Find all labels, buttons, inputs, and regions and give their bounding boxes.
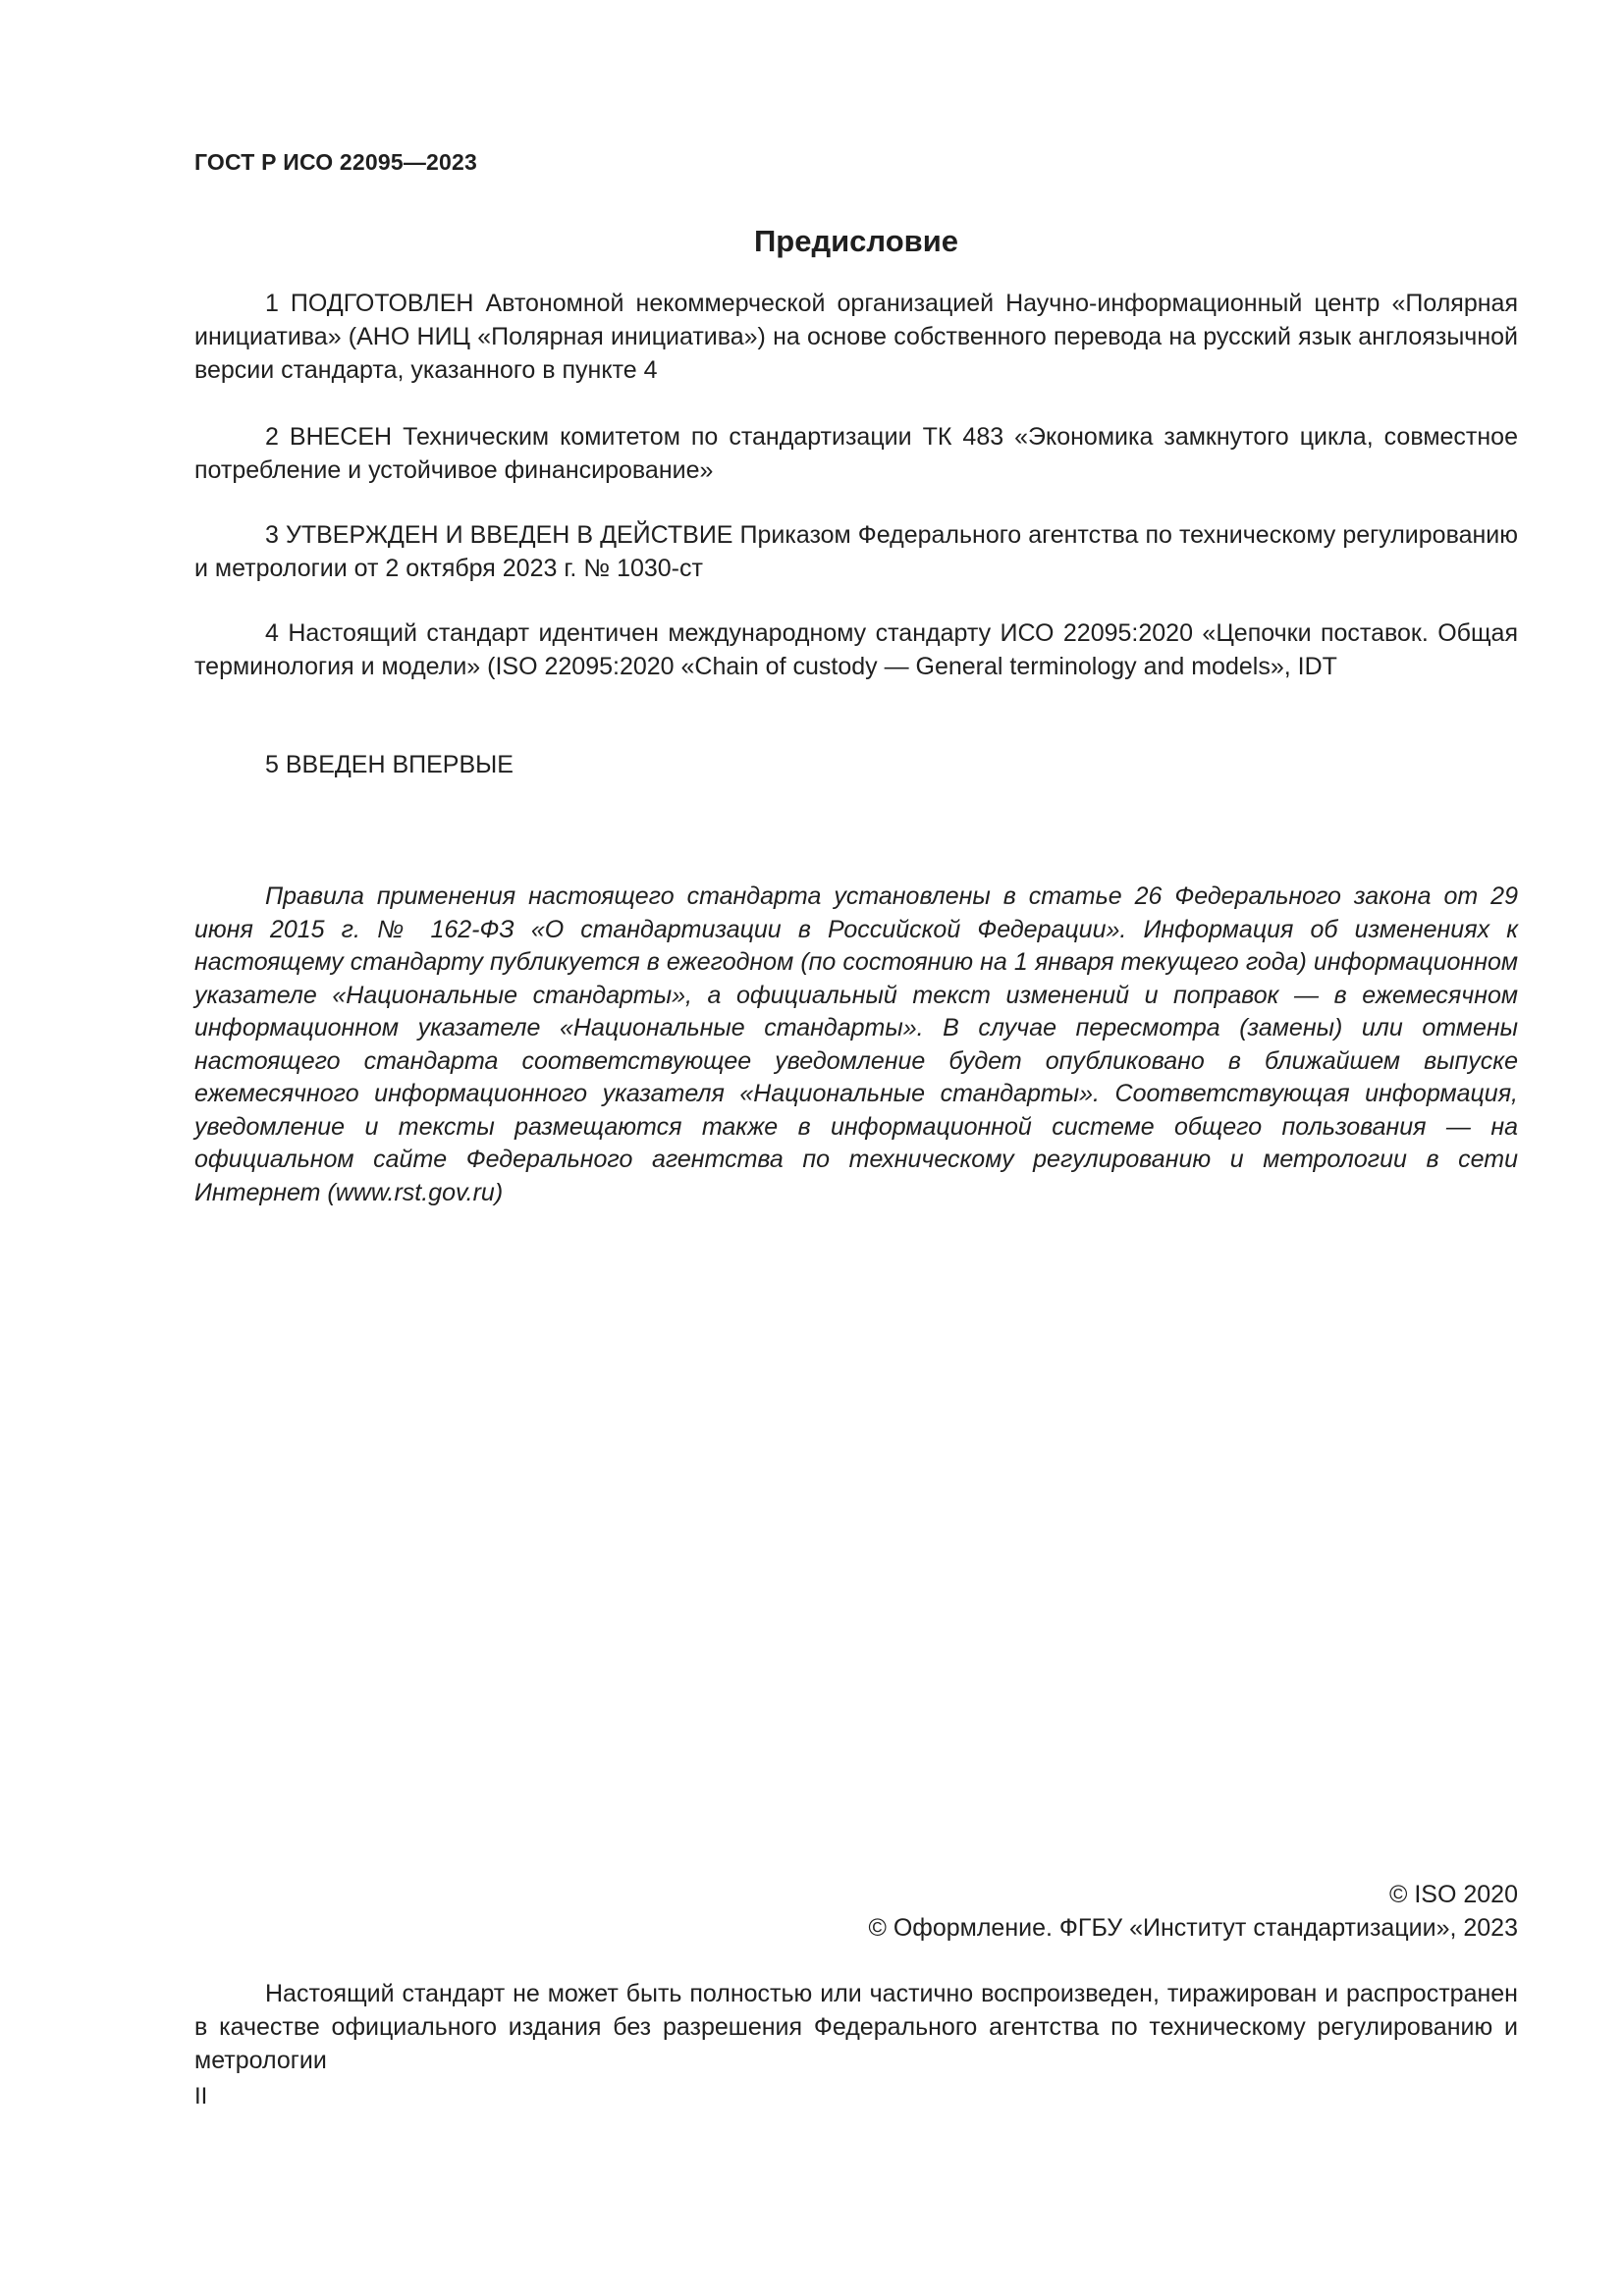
foreword-item-3: 3 УТВЕРЖДЕН И ВВЕДЕН В ДЕЙСТВИЕ Приказом Федерального агентства по техническому регулированию и метрологии от 2 октября 2023 г. № 1030-ст — [194, 521, 1518, 582]
application-rules-note: Правила применения настоящего стандарта установлены в статье 26 Федерального закона от 29 июня 2015 г. № 162-ФЗ «О стандартизации в Российской Федерации». Информация об изменениях к настоящему стандарту публикуется в ежегодном (по состоянию на 1 января текущего года) информационном указателе «Национальные стандарты», а официальный текст изменений и поправок — в ежемесячном информационном указателе «Национальные стандарты». В случае пересмотра (замены) или отмены настоящего стандарта соответствующее уведомление будет опубликовано в ближайшем выпуске ежемесячного информационного указателя «Национальные стандарты». Соответствующая информация, уведомление и тексты размещаются также в информационной системе общего пользования — на официальном сайте Федерального агентства по техническому регулированию и метрологии в сети Интернет (www.rst.gov.ru) — [194, 882, 1518, 1206]
foreword-item-5: 5 ВВЕДЕН ВПЕРВЫЕ — [265, 751, 514, 778]
foreword-item-1: 1 ПОДГОТОВЛЕН Автономной некоммерческой организацией Научно-информационный центр «Полярная инициатива» (АНО НИЦ «Полярная инициатива») на основе собственного перевода на русский язык англоязычной версии стандарта, указанного в пункте 4 — [194, 290, 1518, 384]
reproduction-notice: Настоящий стандарт не может быть полностью или частично воспроизведен, тиражирован и распространен в качестве официального издания без разрешения Федерального агентства по техническому регулированию и метрологии — [194, 1980, 1518, 2074]
document-code: ГОСТ Р ИСО 22095—2023 — [194, 149, 478, 175]
foreword-item-2: 2 ВНЕСЕН Техническим комитетом по стандартизации ТК 483 «Экономика замкнутого цикла, совместное потребление и устойчивое финансирование» — [194, 423, 1518, 484]
foreword-title: Предисловие — [753, 224, 958, 258]
copyright-iso: © ISO 2020 — [1389, 1881, 1518, 1908]
page-number: II — [194, 2083, 208, 2109]
foreword-item-4: 4 Настоящий стандарт идентичен международному стандарту ИСО 22095:2020 «Цепочки поставок. Общая терминология и модели» (ISO 22095:2020 «Chain of custody — General terminology and models», IDT — [194, 619, 1518, 680]
copyright-design: © Оформление. ФГБУ «Институт стандартизации», 2023 — [868, 1914, 1518, 1942]
